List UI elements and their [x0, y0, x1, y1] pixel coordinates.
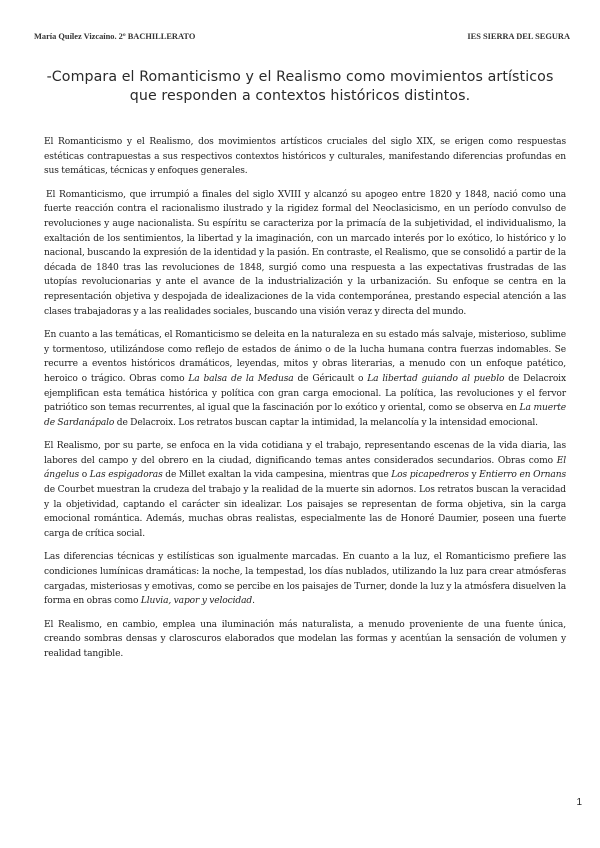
- text-segment: de Géricault o: [293, 373, 368, 384]
- paragraph-romantic-themes: [44, 328, 566, 430]
- text-segment: de Delacroix. Los retratos buscan captar la intimidad, la melancolía y la intensidad emocional.: [114, 417, 538, 428]
- document-body: [44, 135, 566, 671]
- title-line-2: que responden a contextos históricos distintos.: [129, 88, 471, 104]
- text-segment: de Millet exaltan la vida campesina, mientras que: [162, 470, 392, 481]
- artwork-title: La balsa de la Medusa: [188, 373, 294, 384]
- paragraph-realism-light: El Realismo, en cambio, emplea una iluminación más naturalista, a menudo proveniente de una fuente única, creando sombras densas y claroscuros elaborados que modelan las formas y acentúan la sensación de volumen y realidad tangible.: [44, 619, 566, 659]
- page-number: 1: [576, 797, 582, 808]
- paragraph-context: El Romanticismo, que irrumpió a finales del siglo XVIII y alcanzó su apogeo entre 1820 y 1848, nació como una fuerte reacción contra el racionalismo ilustrado y la rigidez formal del Neoclasicismo, en un período convulso de revoluciones y auge nacionalista. Su espíritu se caracteriza por la primacía de la subjetividad, el individualismo, la exaltación de los sentimientos, la libertad y la imaginación, con un marcado interés por lo exótico, lo histórico y lo nacional, buscando la expresión de la identidad y la pasión. En contraste, el Realismo, que se consolidó a partir de la década de 1840 tras las revoluciones de 1848, surgió como una respuesta a las expectativas frustradas de las utopías revolucionarias y ante el avance de la industrialización y la urbanización. Su enfoque se centra en la representación objetiva y despojada de idealizaciones de la vida contemporánea, prestando especial atención a las clases trabajadoras y a las realidades sociales, buscando una visión veraz y directa del mundo.: [44, 189, 566, 317]
- artwork-title: La libertad guiando al pueblo: [367, 373, 505, 384]
- artwork-title: El ángelus: [44, 455, 566, 481]
- page-header: [34, 32, 570, 44]
- header-school: IES SIERRA DEL SEGURA: [467, 32, 570, 41]
- header-author: María Quílez Vizcaíno. 2º BACHILLERATO: [34, 32, 196, 41]
- text-segment: El Realismo, por su parte, se enfoca en la vida cotidiana y el trabajo, representando escenas de la vida diaria, las labores del campo y del obrero en la ciudad, dignificando temas antes considerados secundarios. Obras como: [44, 441, 566, 466]
- artwork-title: La muerte de Sardanápalo: [44, 403, 566, 428]
- artwork-title: Los picapedreros: [391, 470, 469, 481]
- text-segment: o: [79, 470, 90, 481]
- text-segment: y: [468, 470, 480, 481]
- text-segment: de Courbet muestran la crudeza del trabajo y la realidad de la muerte sin adornos. Los retratos buscan la veracidad y la objetividad, captando el carácter sin idealizar. Los paisajes se representan de forma objetiva, sin la carga emocional romántica. Además, muchas obras realistas, especialmente las de Honoré Daumier, poseen una fuerte carga de crítica social.: [44, 485, 566, 539]
- document-title: [40, 68, 560, 106]
- artwork-title: Entierro en Ornans: [479, 470, 566, 481]
- artwork-title: Las espigadoras: [89, 470, 163, 481]
- text-segment: Las diferencias técnicas y estilísticas son igualmente marcadas. En cuanto a la luz, el Romanticismo prefiere las condiciones lumínicas dramáticas: la noche, la tempestad, los días nublados, utilizando la luz para crear atmósferas cargadas, misteriosas y emotivas, como se percibe en los paisajes de Turner, donde la luz y la atmósfera disuelven la forma en obras como: [44, 552, 566, 607]
- text-segment: de Delacroix ejemplifican esta temática histórica y política con gran carga emocional. La política, las revoluciones y el fervor patriótico son temas recurrentes, al igual que la fascinación por lo exótico y oriental, como se observa en: [44, 373, 566, 414]
- title-line-1: -Compara el Romanticismo y el Realismo como movimientos artísticos: [46, 69, 554, 85]
- artwork-title: Lluvia, vapor y velocidad: [140, 596, 253, 607]
- text-segment: .: [252, 596, 255, 607]
- paragraph-intro: El Romanticismo y el Realismo, dos movimientos artísticos cruciales del siglo XIX, se erigen como respuestas estéticas contrapuestas a sus respectivos contextos históricos y culturales, manifestando diferencias profundas en sus temáticas, técnicas y enfoques generales.: [44, 137, 566, 177]
- paragraph-realism-themes: [44, 439, 566, 541]
- paragraph-technique-light: [44, 550, 566, 608]
- text-segment: En cuanto a las temáticas, el Romanticismo se deleita en la naturaleza en su estado más salvaje, misterioso, sublime y tormentoso, utilizándose como reflejo de estados de ánimo o de la lucha humana contra fuerzas indomables. Se recurre a eventos históricos dramáticos, leyendas, mitos y obras literarias, a menudo con un enfoque patético, heroico o trágico. Obras como: [44, 330, 566, 384]
